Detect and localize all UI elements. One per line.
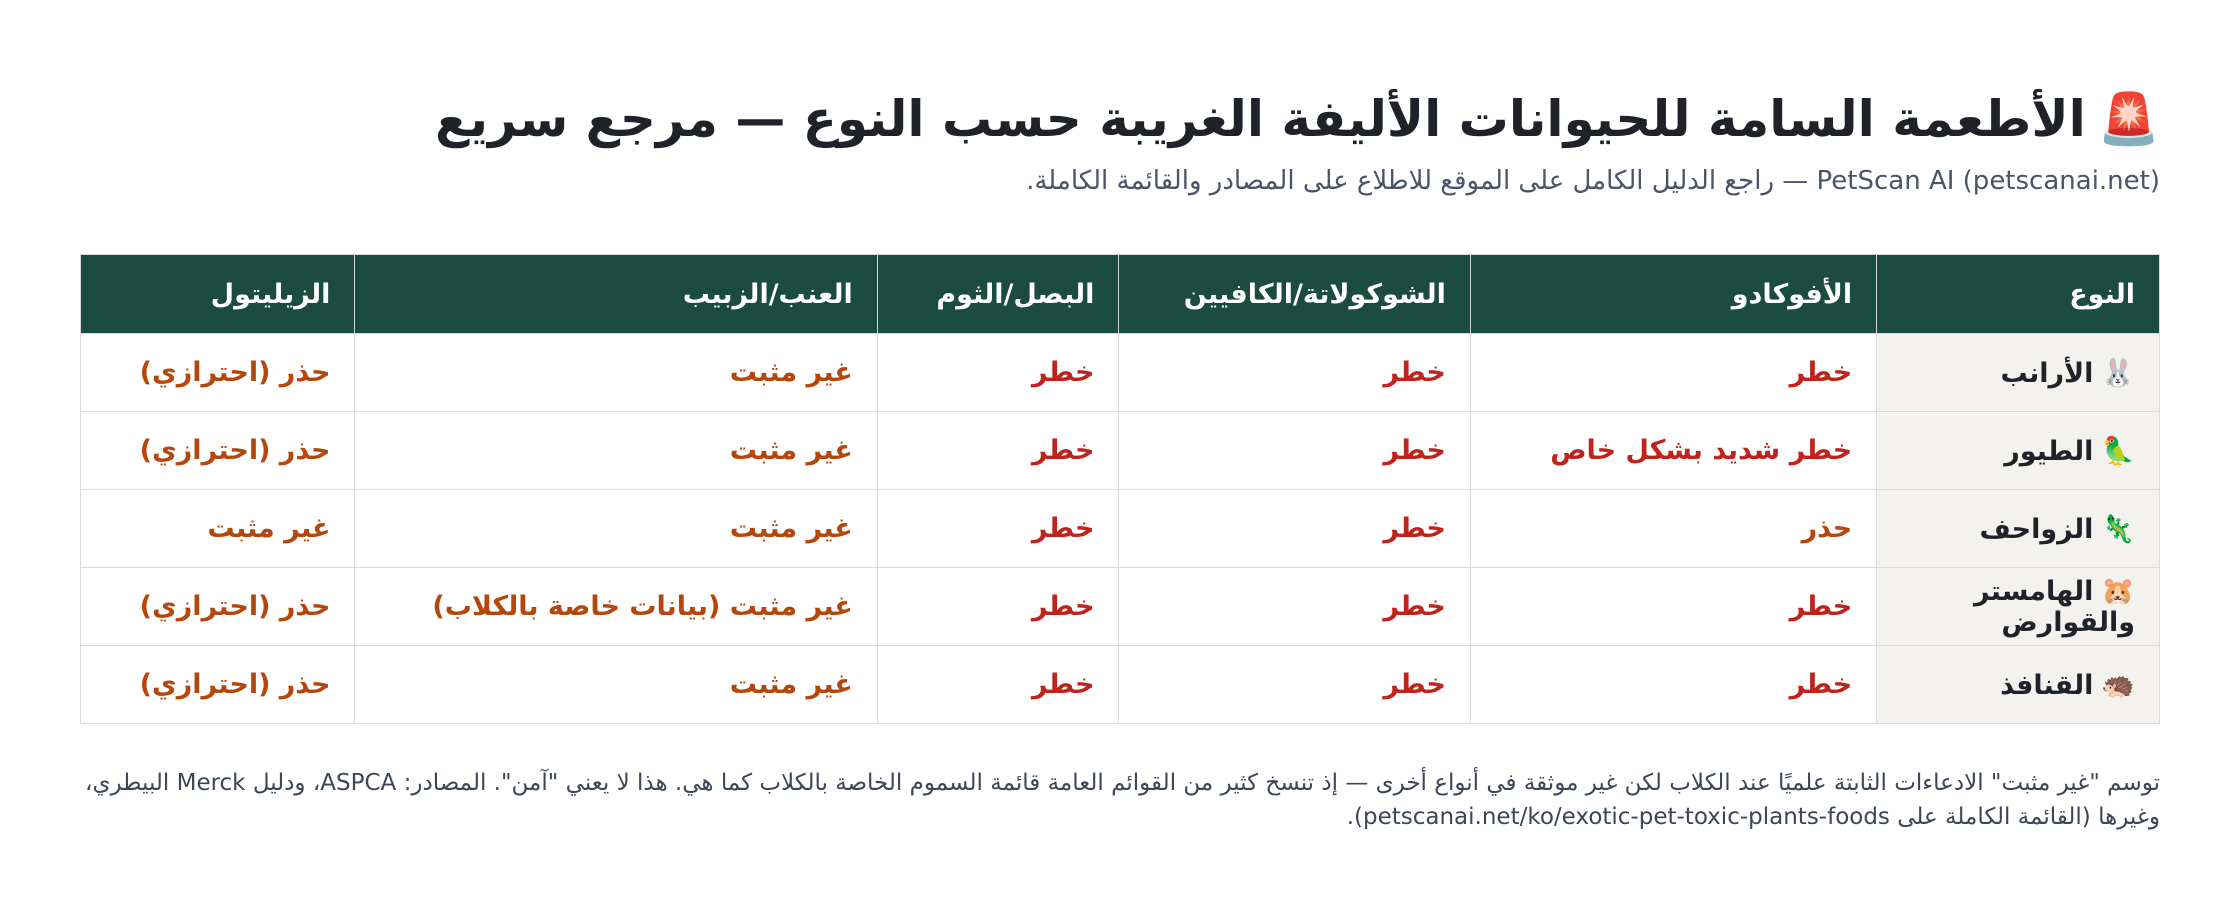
hamster-icon: 🐹 (2101, 576, 2135, 607)
table-cell: حذر (1470, 490, 1876, 568)
table-row (81, 412, 2160, 490)
page-title-text: الأطعمة السامة للحيوانات الأليفة الغريبة حسب النوع — مرجع سريع (435, 90, 2086, 148)
table-cell: خطر شديد بشكل خاص (1470, 412, 1876, 490)
column-header-avocado: الأفوكادو (1470, 255, 1876, 334)
table-cell: خطر (1470, 334, 1876, 412)
table-cell: خطر (877, 412, 1119, 490)
table-row (81, 334, 2160, 412)
lizard-icon: 🦎 (2101, 513, 2135, 545)
column-header-species: النوع (1877, 255, 2160, 334)
species-cell (1877, 334, 2160, 412)
species-cell (1877, 568, 2160, 646)
table-cell: خطر (1119, 412, 1470, 490)
table-cell: خطر (877, 334, 1119, 412)
table-header-row (81, 255, 2160, 334)
species-cell (1877, 412, 2160, 490)
table-row (81, 568, 2160, 646)
species-cell (1877, 490, 2160, 568)
table-cell: غير مثبت (81, 490, 355, 568)
table-cell: خطر (1119, 568, 1470, 646)
table-cell: خطر (1119, 490, 1470, 568)
species-label: القنافذ (2000, 669, 2094, 701)
column-header-chocolate-caffeine: الشوكولاتة/الكافيين (1119, 255, 1470, 334)
column-header-xylitol: الزيليتول (81, 255, 355, 334)
table-cell: حذر (احترازي) (81, 646, 355, 724)
table-cell: خطر (877, 568, 1119, 646)
table-row (81, 646, 2160, 724)
column-header-grapes-raisins: العنب/الزبيب (355, 255, 877, 334)
page-subtitle: PetScan AI (petscanai.net) — راجع الدليل الكامل على الموقع للاطلاع على المصادر والقائمة الكاملة. (1026, 166, 2160, 196)
species-label: الطيور (2004, 435, 2094, 467)
parrot-icon: 🦜 (2101, 435, 2135, 467)
table-cell: غير مثبت (بيانات خاصة بالكلاب) (355, 568, 877, 646)
siren-icon: 🚨 (2097, 90, 2160, 148)
table-cell: حذر (احترازي) (81, 334, 355, 412)
rabbit-icon: 🐰 (2101, 357, 2135, 389)
table-cell: خطر (1119, 646, 1470, 724)
toxicity-table (80, 254, 2160, 724)
table-cell: خطر (1119, 334, 1470, 412)
table-cell: خطر (877, 646, 1119, 724)
table-cell: حذر (احترازي) (81, 568, 355, 646)
table-cell: خطر (1470, 646, 1876, 724)
table-cell: غير مثبت (355, 334, 877, 412)
table-cell: غير مثبت (355, 412, 877, 490)
page-title (80, 78, 2160, 160)
hedgehog-icon: 🦔 (2101, 669, 2135, 701)
table-row (81, 490, 2160, 568)
table-cell: غير مثبت (355, 490, 877, 568)
species-label: الهامستر والقوارض (1974, 576, 2135, 638)
table-cell: حذر (احترازي) (81, 412, 355, 490)
table-cell: خطر (1470, 568, 1876, 646)
species-cell (1877, 646, 2160, 724)
table-cell: خطر (877, 490, 1119, 568)
species-label: الأرانب (2000, 357, 2094, 389)
footnote: توسم "غير مثبت" الادعاءات الثابتة علميًا عند الكلاب لكن غير موثقة في أنواع أخرى — إذ تنسخ كثير من القوائم العامة قائمة السموم الخاصة بالكلاب كما هي. هذا لا يعني "آمن". المصادر: ASPCA، ودليل Merck البيطري، وغيرها (القائمة الكاملة على petscanai.net/ko/exotic-pet-toxic-plants-foods). (85, 770, 2160, 830)
species-label: الزواحف (1979, 513, 2094, 545)
table-cell: غير مثبت (355, 646, 877, 724)
column-header-onion-garlic: البصل/الثوم (877, 255, 1119, 334)
